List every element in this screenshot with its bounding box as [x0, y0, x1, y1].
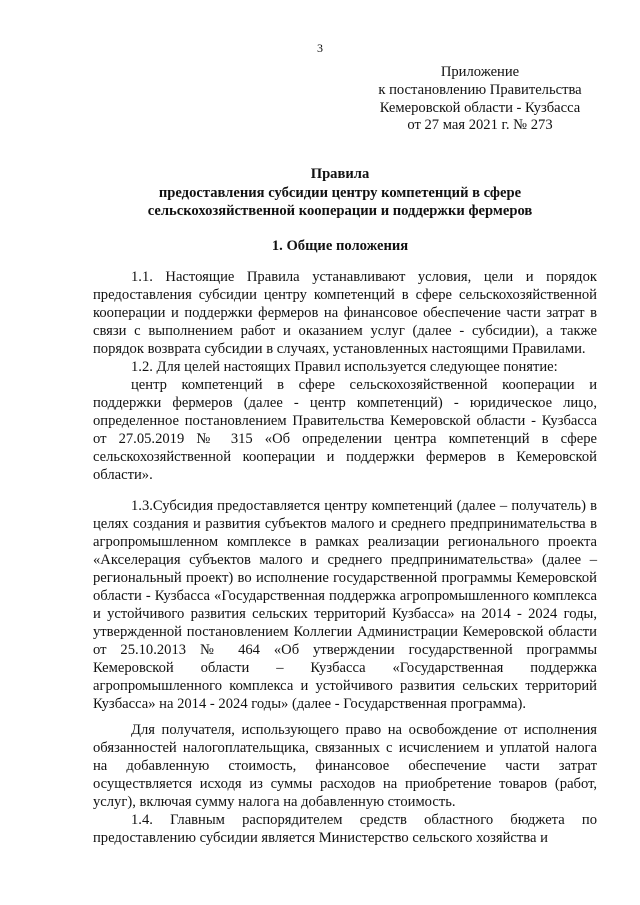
title-line: сельскохозяйственной кооперации и поддержки фермеров	[147, 203, 533, 219]
document-body	[93, 268, 597, 847]
title-line: предоставления субсидии центру компетенций в сфере	[158, 184, 522, 201]
paragraph: 1.3.Субсидия предоставляется центру компетенций (далее – получатель) в целях создания и развития субъектов малого и среднего предпринимательства в агропромышленном комплексе в рамках реализации регионального проекта «Акселерация субъектов малого и среднего предпринимательства» (далее – региональный проект) во исполнение государственной программы Кемеровской области - Кузбасса «Государственная поддержка агропромышленного комплекса и устойчивого развития сельских территорий Кузбасса» на 2014 - 2024 годы, утвержденной постановлением Коллегии Администрации Кемеровской области от 25.10.2013 № 464 «Об утверждении государственной программы Кемеровской области – Кузбасса «Государственная поддержка агропромышленного комплекса и устойчивого развития сельских территорий Кузбасса» на 2014 - 2024 годы» (далее - Государственная программа).	[93, 498, 597, 712]
appendix-line: от 27 мая 2021 г. № 273	[407, 117, 553, 134]
title-line: Правила	[310, 166, 370, 182]
paragraph: 1.2. Для целей настоящих Правил используется следующее понятие:	[131, 359, 558, 375]
appendix-line: к постановлению Правительства	[378, 81, 582, 98]
section-heading: 1. Общие положения	[271, 238, 409, 254]
document-title	[60, 165, 620, 221]
appendix-line: Приложение	[440, 64, 520, 80]
paragraph: 1.4. Главным распорядителем средств областного бюджета по предоставлению субсидии является Министерство сельского хозяйства и	[93, 812, 597, 846]
page-number: 3	[317, 41, 323, 55]
appendix-line: Кемеровской области - Кузбасса	[379, 99, 581, 116]
appendix-block	[360, 64, 600, 135]
paragraph: Для получателя, использующего право на освобождение от исполнения обязанностей налогоплательщика, связанных с исчислением и уплатой налога на добавленную стоимость, финансовое обеспечение части затрат осуществляется исходя из суммы расходов на приобретение товаров (работ, услуг), включая сумму налога на добавленную стоимость.	[93, 722, 597, 810]
paragraph: 1.1. Настоящие Правила устанавливают условия, цели и порядок предоставления субсидии центру компетенций в сфере сельскохозяйственной кооперации и поддержки фермеров на финансовое обеспечение части затрат в связи с выполнением работ и оказанием услуг (далее - субсидии), а также порядок возврата субсидии в случаях, установленных настоящими Правилами.	[93, 269, 597, 357]
paragraph: центр компетенций в сфере сельскохозяйственной кооперации и поддержки фермеров (далее - центр компетенций) - юридическое лицо, определенное постановлением Правительства Кемеровской области - Кузбасса от 27.05.2019 № 315 «Об определении центра компетенций в сфере сельскохозяйственной кооперации и поддержки фермеров в Кемеровской области».	[93, 377, 597, 483]
